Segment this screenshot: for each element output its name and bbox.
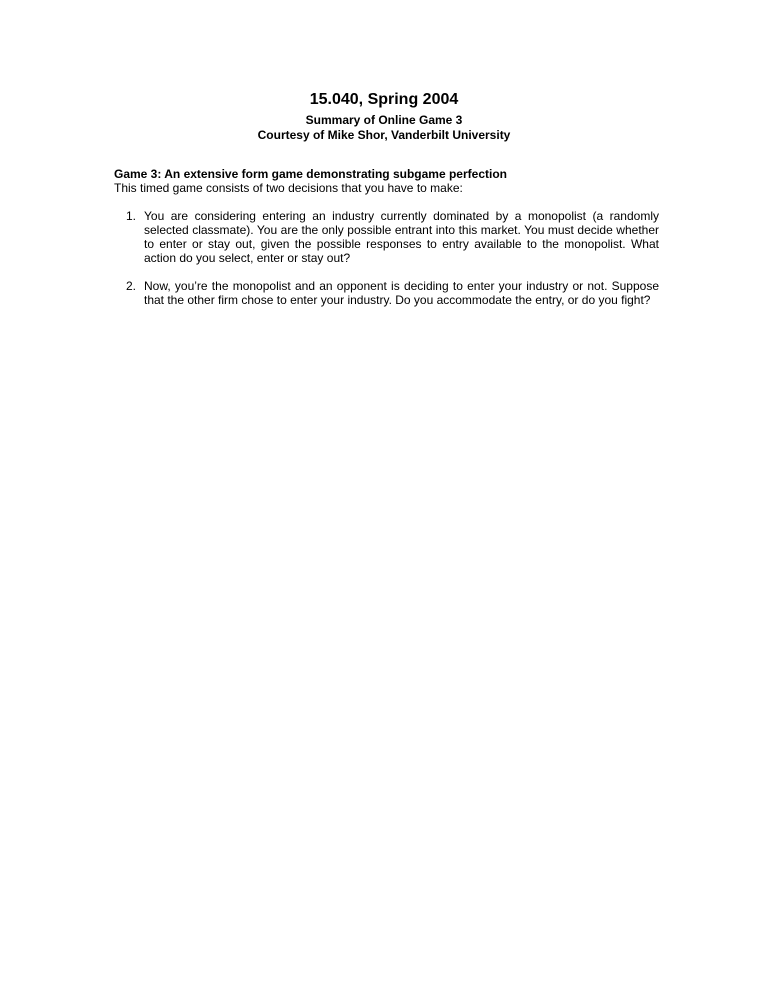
document-credit: Courtesy of Mike Shor, Vanderbilt University xyxy=(257,128,511,142)
document-title: 15.040, Spring 2004 xyxy=(309,91,459,108)
list-item-text: Now, you’re the monopolist and an opponent is deciding to enter your industry or not. Suppose that the other firm chose to enter your industry. Do you accommodate the entry, or do you fight? xyxy=(144,279,659,307)
question-list xyxy=(114,209,659,307)
document-subtitle: Summary of Online Game 3 xyxy=(305,113,463,127)
document-header xyxy=(0,90,768,143)
section-intro: This timed game consists of two decisions that you have to make: xyxy=(114,181,463,195)
list-item xyxy=(114,209,659,265)
document-body xyxy=(114,167,659,321)
list-item-text: You are considering entering an industry currently dominated by a monopolist (a randomly selected classmate). You are the only possible entrant into this market. You must decide whether to enter or stay out, given the possible responses to entry available to the monopolist. What action do you select, enter or stay out? xyxy=(144,209,659,265)
section-heading: Game 3: An extensive form game demonstrating subgame perfection xyxy=(114,167,507,181)
list-item-number: 2. xyxy=(126,279,137,293)
list-item-number: 1. xyxy=(126,209,137,223)
list-item xyxy=(114,279,659,307)
